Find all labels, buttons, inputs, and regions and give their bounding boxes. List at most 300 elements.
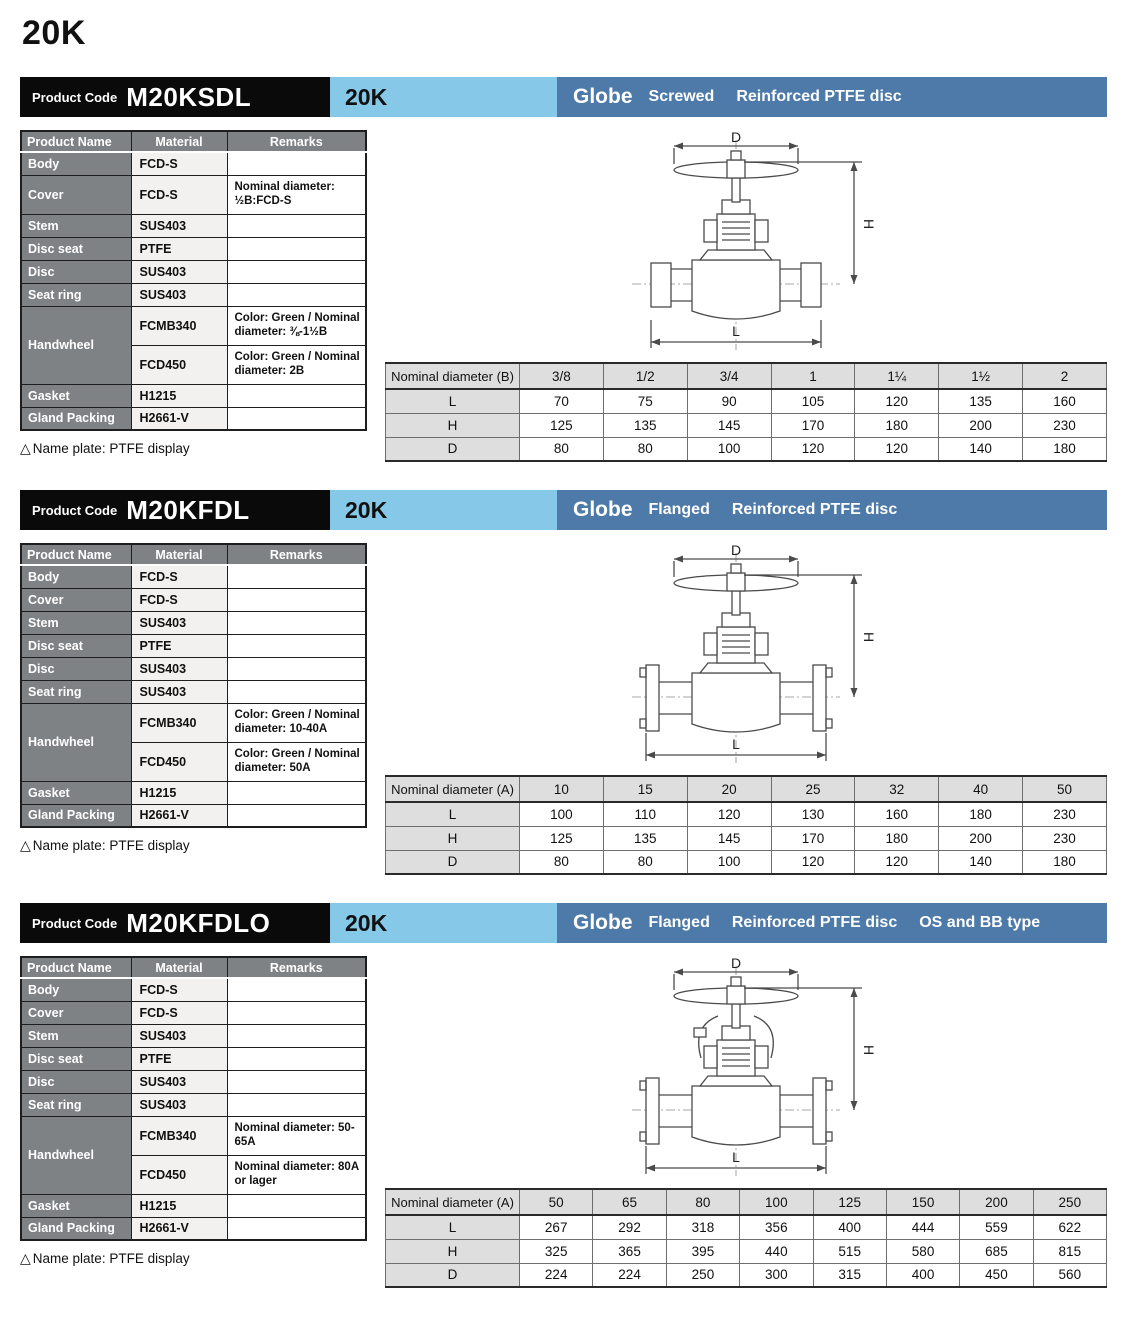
extra-type: OS and BB type — [919, 914, 1041, 931]
material-row — [21, 1024, 366, 1047]
dimension-value: 200 — [939, 413, 1023, 437]
material-row-name: Gland Packing — [21, 407, 131, 430]
nominal-diameter-value: 20 — [687, 776, 771, 802]
dimension-row — [386, 1239, 1107, 1263]
dimension-value: 100 — [520, 802, 604, 826]
dimension-value: 200 — [939, 826, 1023, 850]
material-row-material: SUS403 — [131, 1024, 227, 1047]
col-product-name: Product Name — [21, 131, 131, 152]
nominal-diameter-value: 200 — [960, 1189, 1033, 1215]
material-row-material: FCD-S — [131, 978, 227, 1001]
material-row-name: Body — [21, 978, 131, 1001]
dimension-row — [386, 1263, 1107, 1287]
material-row-remarks — [227, 781, 366, 804]
materials-header-row — [21, 131, 366, 152]
material-row-name: Gasket — [21, 1194, 131, 1217]
dimension-value: 180 — [1023, 437, 1107, 461]
dimension-value: 180 — [855, 826, 939, 850]
dimension-value: 135 — [603, 413, 687, 437]
pressure-class-badge: 20K — [330, 903, 557, 943]
dimension-value: 444 — [886, 1215, 959, 1239]
material-row-remarks: Nominal diameter: 80A or lager — [227, 1155, 366, 1194]
product-code-value: M20KFDLO — [126, 907, 271, 938]
material-row-name: Disc seat — [21, 1047, 131, 1070]
svg-text:D: D — [730, 545, 742, 558]
dimension-row — [386, 389, 1107, 413]
dimension-row-label: H — [386, 1239, 520, 1263]
dimension-value: 120 — [687, 802, 771, 826]
drawing-column — [367, 956, 1107, 1288]
material-row-material: H1215 — [131, 1194, 227, 1217]
dimension-value: 90 — [687, 389, 771, 413]
connection-type: Flanged — [648, 501, 710, 518]
dimension-value: 170 — [771, 826, 855, 850]
dimension-value: 224 — [520, 1263, 593, 1287]
material-row-name: Disc — [21, 657, 131, 680]
name-plate-note — [20, 837, 367, 854]
dimension-value: 110 — [603, 802, 687, 826]
material-row-remarks — [227, 1024, 366, 1047]
product-code-box — [20, 903, 330, 943]
material-row — [21, 1070, 366, 1093]
col-product-name: Product Name — [21, 957, 131, 978]
material-row — [21, 1047, 366, 1070]
dimension-value: 224 — [593, 1263, 666, 1287]
material-row-material: SUS403 — [131, 214, 227, 237]
material-row-remarks — [227, 588, 366, 611]
dimension-value: 315 — [813, 1263, 886, 1287]
material-row — [21, 781, 366, 804]
dimension-value: 125 — [520, 826, 604, 850]
dimension-row-label: H — [386, 413, 520, 437]
material-row-material: H1215 — [131, 384, 227, 407]
material-row-remarks — [227, 680, 366, 703]
name-plate-note — [20, 440, 367, 457]
material-row — [21, 978, 366, 1001]
dimension-value: 140 — [939, 850, 1023, 874]
dimension-value: 450 — [960, 1263, 1033, 1287]
material-row-remarks — [227, 152, 366, 175]
dimensions-header-row — [386, 1189, 1107, 1215]
pressure-class-badge: 20K — [330, 77, 557, 117]
material-row-material: SUS403 — [131, 657, 227, 680]
dimension-value: 318 — [666, 1215, 739, 1239]
dimension-value: 440 — [740, 1239, 813, 1263]
dimension-value: 80 — [520, 437, 604, 461]
material-row-name: Disc — [21, 1070, 131, 1093]
dimension-value: 356 — [740, 1215, 813, 1239]
nominal-diameter-value: 150 — [886, 1189, 959, 1215]
material-row-material: SUS403 — [131, 680, 227, 703]
material-row-remarks: Nominal diameter: 50-65A — [227, 1116, 366, 1155]
material-row-material: FCMB340 — [131, 703, 227, 742]
dimension-value: 135 — [603, 826, 687, 850]
name-plate-note — [20, 1250, 367, 1267]
dimension-value: 100 — [687, 850, 771, 874]
svg-text:D: D — [730, 132, 742, 145]
dimension-row — [386, 826, 1107, 850]
col-material: Material — [131, 131, 227, 152]
valve-type: Globe — [573, 911, 633, 934]
material-row — [21, 1194, 366, 1217]
materials-header-row — [21, 957, 366, 978]
material-row-material: FCMB340 — [131, 306, 227, 345]
pressure-class-badge: 20K — [330, 490, 557, 530]
material-row-remarks — [227, 214, 366, 237]
material-row-name: Cover — [21, 175, 131, 214]
material-row — [21, 1116, 366, 1155]
material-row-material: SUS403 — [131, 611, 227, 634]
product-section-m20kfdl — [20, 490, 1107, 875]
dimension-value: 80 — [603, 850, 687, 874]
material-row-remarks — [227, 611, 366, 634]
material-row-name: Stem — [21, 611, 131, 634]
valve-type-bar — [557, 77, 1107, 117]
caution-triangle-icon: △ — [20, 837, 31, 853]
nominal-diameter-value: 100 — [740, 1189, 813, 1215]
dimension-row-label: L — [386, 802, 520, 826]
section-header — [20, 903, 1107, 943]
dimension-row — [386, 413, 1107, 437]
material-row-remarks: Color: Green / Nominal diameter: 2B — [227, 345, 366, 384]
dimension-value: 120 — [855, 389, 939, 413]
material-row-name: Gasket — [21, 781, 131, 804]
dimension-value: 300 — [740, 1263, 813, 1287]
dimension-value: 170 — [771, 413, 855, 437]
material-row-name: Seat ring — [21, 1093, 131, 1116]
material-row-name: Body — [21, 565, 131, 588]
material-row-material: H1215 — [131, 781, 227, 804]
product-code-value: M20KFDL — [126, 494, 250, 525]
nominal-diameter-value: 25 — [771, 776, 855, 802]
material-row-material: PTFE — [131, 237, 227, 260]
dimension-value: 250 — [666, 1263, 739, 1287]
dimension-value: 105 — [771, 389, 855, 413]
material-row-material: SUS403 — [131, 1093, 227, 1116]
material-row-name: Gasket — [21, 384, 131, 407]
nominal-diameter-value: 125 — [813, 1189, 886, 1215]
material-row-material: FCD-S — [131, 152, 227, 175]
material-row-material: PTFE — [131, 634, 227, 657]
dimension-row — [386, 802, 1107, 826]
product-code-label: Product Code — [32, 915, 118, 931]
nominal-diameter-value: 1½ — [939, 363, 1023, 389]
dimension-value: 75 — [603, 389, 687, 413]
product-code-box — [20, 77, 330, 117]
dimension-value: 80 — [603, 437, 687, 461]
nominal-diameter-header: Nominal diameter (A) — [386, 776, 520, 802]
disc-type: Reinforced PTFE disc — [736, 88, 902, 105]
product-section-m20kfdlo — [20, 903, 1107, 1288]
dimension-value: 180 — [855, 413, 939, 437]
material-row — [21, 804, 366, 827]
material-row-material: H2661-V — [131, 1217, 227, 1240]
svg-text:H: H — [861, 1044, 877, 1056]
dimension-row — [386, 437, 1107, 461]
dimension-value: 70 — [520, 389, 604, 413]
material-row-name: Disc seat — [21, 237, 131, 260]
disc-type: Reinforced PTFE disc — [731, 501, 898, 518]
material-row — [21, 152, 366, 175]
product-code-value: M20KSDL — [126, 81, 252, 112]
material-row-remarks: Color: Green / Nominal diameter: 50A — [227, 742, 366, 781]
product-code-label: Product Code — [32, 502, 118, 518]
col-remarks: Remarks — [227, 957, 366, 978]
material-row-remarks — [227, 1093, 366, 1116]
valve-type-bar — [557, 903, 1107, 943]
material-row-name: Gland Packing — [21, 804, 131, 827]
material-row-remarks — [227, 804, 366, 827]
material-row — [21, 306, 366, 345]
col-remarks: Remarks — [227, 131, 366, 152]
dimension-value: 130 — [771, 802, 855, 826]
material-row-remarks — [227, 283, 366, 306]
svg-text:L: L — [732, 736, 740, 752]
material-row — [21, 1093, 366, 1116]
valve-diagram — [585, 545, 907, 773]
valve-type: Globe — [573, 85, 633, 108]
product-section-m20ksdl — [20, 77, 1107, 462]
caution-triangle-icon: △ — [20, 440, 31, 456]
page-title: 20K — [22, 14, 86, 52]
material-row-name: Disc seat — [21, 634, 131, 657]
dimension-value: 140 — [939, 437, 1023, 461]
dimension-row — [386, 1215, 1107, 1239]
material-row-material: FCD450 — [131, 1155, 227, 1194]
dimension-value: 120 — [855, 850, 939, 874]
material-row-remarks: Nominal diameter: ½B:FCD-S — [227, 175, 366, 214]
dimension-value: 515 — [813, 1239, 886, 1263]
dimension-row-label: L — [386, 1215, 520, 1239]
material-row-name: Handwheel — [21, 1116, 131, 1194]
material-row-remarks — [227, 1194, 366, 1217]
dimension-value: 559 — [960, 1215, 1033, 1239]
nominal-diameter-header: Nominal diameter (A) — [386, 1189, 520, 1215]
col-material: Material — [131, 544, 227, 565]
section-header — [20, 77, 1107, 117]
dimension-value: 395 — [666, 1239, 739, 1263]
dimension-value: 100 — [687, 437, 771, 461]
note-text: Name plate: PTFE display — [32, 1251, 190, 1266]
material-row-name: Seat ring — [21, 283, 131, 306]
materials-column — [20, 543, 367, 875]
dimension-value: 135 — [939, 389, 1023, 413]
nominal-diameter-value: 1/2 — [603, 363, 687, 389]
material-row-material: SUS403 — [131, 283, 227, 306]
materials-table — [20, 543, 367, 828]
material-row-name: Handwheel — [21, 306, 131, 384]
svg-text:L: L — [732, 1149, 740, 1165]
connection-type: Screwed — [648, 88, 715, 105]
dimension-value: 580 — [886, 1239, 959, 1263]
dimension-row-label: D — [386, 437, 520, 461]
material-row-remarks — [227, 634, 366, 657]
dimension-value: 160 — [855, 802, 939, 826]
material-row — [21, 283, 366, 306]
material-row-material: H2661-V — [131, 804, 227, 827]
material-row — [21, 237, 366, 260]
connection-type: Flanged — [648, 914, 710, 931]
material-row-name: Disc — [21, 260, 131, 283]
section-body — [20, 543, 1107, 875]
caution-triangle-icon: △ — [20, 1250, 31, 1266]
valve-diagram — [585, 958, 907, 1186]
material-row-name: Stem — [21, 214, 131, 237]
material-row-name: Stem — [21, 1024, 131, 1047]
col-material: Material — [131, 957, 227, 978]
dimension-value: 400 — [886, 1263, 959, 1287]
dimension-value: 125 — [520, 413, 604, 437]
material-row — [21, 1001, 366, 1024]
material-row-name: Gland Packing — [21, 1217, 131, 1240]
dimension-value: 230 — [1023, 802, 1107, 826]
nominal-diameter-value: 3/4 — [687, 363, 771, 389]
material-row-remarks — [227, 565, 366, 588]
nominal-diameter-value: 3/8 — [520, 363, 604, 389]
material-row-name: Cover — [21, 588, 131, 611]
material-row-name: Handwheel — [21, 703, 131, 781]
material-row — [21, 175, 366, 214]
svg-text:H: H — [861, 631, 877, 643]
valve-type-bar — [557, 490, 1107, 530]
dimension-row-label: L — [386, 389, 520, 413]
material-row-remarks — [227, 237, 366, 260]
material-row — [21, 680, 366, 703]
col-product-name: Product Name — [21, 544, 131, 565]
valve-type: Globe — [573, 498, 633, 521]
valve-drawing-os-bb — [385, 956, 1107, 1188]
product-code-box — [20, 490, 330, 530]
dimension-value: 120 — [771, 437, 855, 461]
material-row — [21, 407, 366, 430]
material-row-material: FCD-S — [131, 588, 227, 611]
material-row — [21, 1217, 366, 1240]
nominal-diameter-value: 65 — [593, 1189, 666, 1215]
material-row-name: Body — [21, 152, 131, 175]
nominal-diameter-value: 32 — [855, 776, 939, 802]
materials-header-row — [21, 544, 366, 565]
nominal-diameter-value: 15 — [603, 776, 687, 802]
dimension-row — [386, 850, 1107, 874]
section-header — [20, 490, 1107, 530]
dimension-value: 622 — [1033, 1215, 1106, 1239]
material-row — [21, 703, 366, 742]
material-row-name: Cover — [21, 1001, 131, 1024]
material-row-name: Seat ring — [21, 680, 131, 703]
nominal-diameter-value: 1 — [771, 363, 855, 389]
material-row — [21, 634, 366, 657]
dimension-row-label: D — [386, 1263, 520, 1287]
dimensions-table — [385, 775, 1107, 875]
nominal-diameter-value: 250 — [1033, 1189, 1106, 1215]
valve-drawing-screwed — [385, 130, 1107, 362]
nominal-diameter-value: 50 — [1023, 776, 1107, 802]
material-row — [21, 611, 366, 634]
material-row-remarks: Color: Green / Nominal diameter: ⅜-1½B — [227, 306, 366, 345]
material-row-remarks — [227, 384, 366, 407]
material-row-material: FCD-S — [131, 175, 227, 214]
dimension-value: 292 — [593, 1215, 666, 1239]
dimension-value: 685 — [960, 1239, 1033, 1263]
material-row-material: PTFE — [131, 1047, 227, 1070]
materials-column — [20, 956, 367, 1288]
nominal-diameter-value: 1¼ — [855, 363, 939, 389]
material-row — [21, 565, 366, 588]
dimension-value: 120 — [771, 850, 855, 874]
nominal-diameter-header: Nominal diameter (B) — [386, 363, 520, 389]
valve-diagram — [585, 132, 907, 360]
material-row-material: FCD450 — [131, 345, 227, 384]
dimensions-table — [385, 1188, 1107, 1288]
material-row-material: FCD-S — [131, 565, 227, 588]
dimension-value: 400 — [813, 1215, 886, 1239]
material-row-material: FCD450 — [131, 742, 227, 781]
material-row — [21, 588, 366, 611]
dimension-row-label: H — [386, 826, 520, 850]
dimension-value: 230 — [1023, 826, 1107, 850]
material-row — [21, 214, 366, 237]
material-row-material: H2661-V — [131, 407, 227, 430]
valve-drawing-flanged — [385, 543, 1107, 775]
material-row-material: SUS403 — [131, 260, 227, 283]
material-row-remarks: Color: Green / Nominal diameter: 10-40A — [227, 703, 366, 742]
dimensions-header-row — [386, 363, 1107, 389]
material-row-remarks — [227, 657, 366, 680]
material-row — [21, 260, 366, 283]
dimensions-header-row — [386, 776, 1107, 802]
nominal-diameter-value: 10 — [520, 776, 604, 802]
nominal-diameter-value: 80 — [666, 1189, 739, 1215]
dimension-value: 145 — [687, 826, 771, 850]
dimension-value: 180 — [1023, 850, 1107, 874]
material-row-material: SUS403 — [131, 1070, 227, 1093]
materials-table — [20, 956, 367, 1241]
drawing-column — [367, 543, 1107, 875]
dimension-row-label: D — [386, 850, 520, 874]
nominal-diameter-value: 2 — [1023, 363, 1107, 389]
material-row — [21, 657, 366, 680]
material-row-remarks — [227, 1217, 366, 1240]
col-remarks: Remarks — [227, 544, 366, 565]
disc-type: Reinforced PTFE disc — [731, 914, 898, 931]
material-row-material: FCD-S — [131, 1001, 227, 1024]
svg-text:L: L — [732, 323, 740, 339]
material-row-remarks — [227, 1047, 366, 1070]
svg-text:H: H — [861, 218, 877, 230]
dimension-value: 560 — [1033, 1263, 1106, 1287]
dimension-value: 325 — [520, 1239, 593, 1263]
materials-table — [20, 130, 367, 431]
material-row-remarks — [227, 1001, 366, 1024]
dimension-value: 145 — [687, 413, 771, 437]
dimension-value: 815 — [1033, 1239, 1106, 1263]
svg-text:D: D — [730, 958, 742, 971]
dimensions-table — [385, 362, 1107, 462]
product-code-label: Product Code — [32, 89, 118, 105]
note-text: Name plate: PTFE display — [32, 838, 190, 853]
section-body — [20, 130, 1107, 462]
dimension-value: 160 — [1023, 389, 1107, 413]
materials-column — [20, 130, 367, 462]
dimension-value: 120 — [855, 437, 939, 461]
nominal-diameter-value: 40 — [939, 776, 1023, 802]
material-row-remarks — [227, 260, 366, 283]
material-row-remarks — [227, 407, 366, 430]
dimension-value: 230 — [1023, 413, 1107, 437]
material-row-remarks — [227, 1070, 366, 1093]
dimension-value: 180 — [939, 802, 1023, 826]
nominal-diameter-value: 50 — [520, 1189, 593, 1215]
